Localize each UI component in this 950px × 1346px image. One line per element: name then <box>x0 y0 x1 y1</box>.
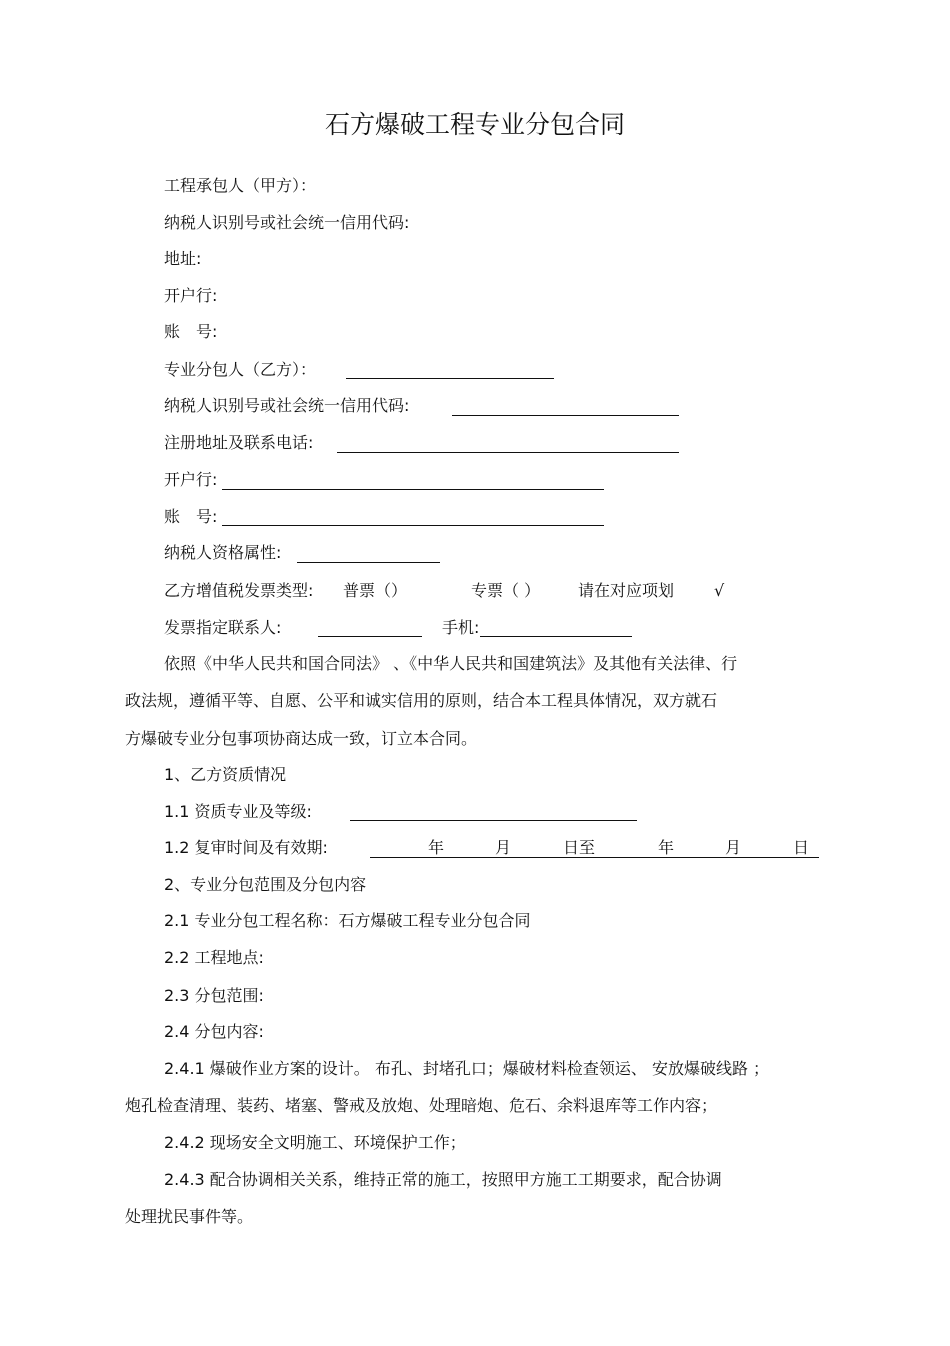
invoice-contact-blank <box>318 636 422 637</box>
document-title: 石方爆破工程专业分包合同 <box>324 110 625 139</box>
party-b-subcontractor-blank <box>346 378 554 379</box>
section-2-heading: 2、专业分包范围及分包内容 <box>164 875 367 894</box>
mobile-label: 手机: <box>442 618 480 637</box>
clause-2-4: 2.4 分包内容: <box>164 1022 264 1041</box>
date-day-2: 日 <box>793 838 810 857</box>
party-b-reg-address-label: 注册地址及联系电话: <box>164 433 314 452</box>
party-b-taxpayer-type-label: 纳税人资格属性: <box>164 543 282 562</box>
preamble-line-3: 方爆破专业分包事项协商达成一致，订立本合同。 <box>125 729 478 748</box>
party-a-contractor-label: 工程承包人（甲方）： <box>164 176 317 195</box>
clause-2-2: 2.2 工程地点: <box>164 948 264 967</box>
section-1-heading: 1、乙方资质情况 <box>164 765 287 784</box>
clause-2-4-1-line-1: 2.4.1 爆破作业方案的设计。 布孔、封堵孔口；爆破材料检查领运、 安放爆破线路 ； <box>164 1059 770 1078</box>
invoice-special-option: 专票（ ） <box>471 581 541 600</box>
date-year-1: 年 <box>428 838 445 857</box>
clause-2-4-3-line-1: 2.4.3 配合协调相关关系，维持正常的施工，按照甲方施工工期要求，配合协调 <box>164 1170 722 1189</box>
mobile-blank <box>480 636 632 637</box>
clause-2-1: 2.1 专业分包工程名称：石方爆破工程专业分包合同 <box>164 911 531 930</box>
invoice-contact-label: 发票指定联系人: <box>164 618 282 637</box>
preamble-line-2: 政法规，遵循平等、自愿、公平和诚实信用的原则，结合本工程具体情况，双方就石 <box>125 691 718 710</box>
check-mark-icon: √ <box>714 581 725 600</box>
date-day-to: 日至 <box>563 838 596 857</box>
clause-2-4-2: 2.4.2 现场安全文明施工、环境保护工作； <box>164 1133 466 1152</box>
preamble-line-1: 依照《中华人民共和国合同法》 、《中华人民共和国建筑法》及其他有关法律、行 <box>164 654 738 673</box>
invoice-normal-option: 普票（） <box>343 581 408 600</box>
party-a-address-label: 地址: <box>164 249 202 268</box>
party-b-reg-address-blank <box>337 452 679 453</box>
clause-1-1-label: 1.1 资质专业及等级: <box>164 802 312 821</box>
date-year-2: 年 <box>658 838 675 857</box>
clause-1-2-label: 1.2 复审时间及有效期: <box>164 838 328 857</box>
party-b-tax-id-blank <box>452 415 679 416</box>
date-month-1: 月 <box>495 838 512 857</box>
party-b-account-label: 账 号: <box>164 507 218 526</box>
party-a-bank-label: 开户行: <box>164 286 218 305</box>
clause-2-4-1-line-2: 炮孔检查清理、装药、堵塞、警戒及放炮、处理暗炮、危石、余料退库等工作内容； <box>125 1096 718 1115</box>
clause-2-4-3-line-2: 处理扰民事件等。 <box>125 1207 254 1226</box>
party-a-tax-id-label: 纳税人识别号或社会统一信用代码: <box>164 213 410 232</box>
party-a-account-label: 账 号: <box>164 322 218 341</box>
date-month-2: 月 <box>725 838 742 857</box>
party-b-taxpayer-type-blank <box>297 562 440 563</box>
party-b-tax-id-label: 纳税人识别号或社会统一信用代码: <box>164 396 410 415</box>
party-b-account-blank <box>222 525 604 526</box>
party-b-bank-blank <box>222 489 604 490</box>
invoice-type-label: 乙方增值税发票类型: <box>164 581 314 600</box>
party-b-bank-label: 开户行: <box>164 470 218 489</box>
qualification-blank <box>350 820 637 821</box>
party-b-subcontractor-label: 专业分包人（乙方）： <box>164 360 317 379</box>
invoice-hint: 请在对应项划 <box>578 581 675 600</box>
clause-2-3: 2.3 分包范围: <box>164 986 264 1005</box>
